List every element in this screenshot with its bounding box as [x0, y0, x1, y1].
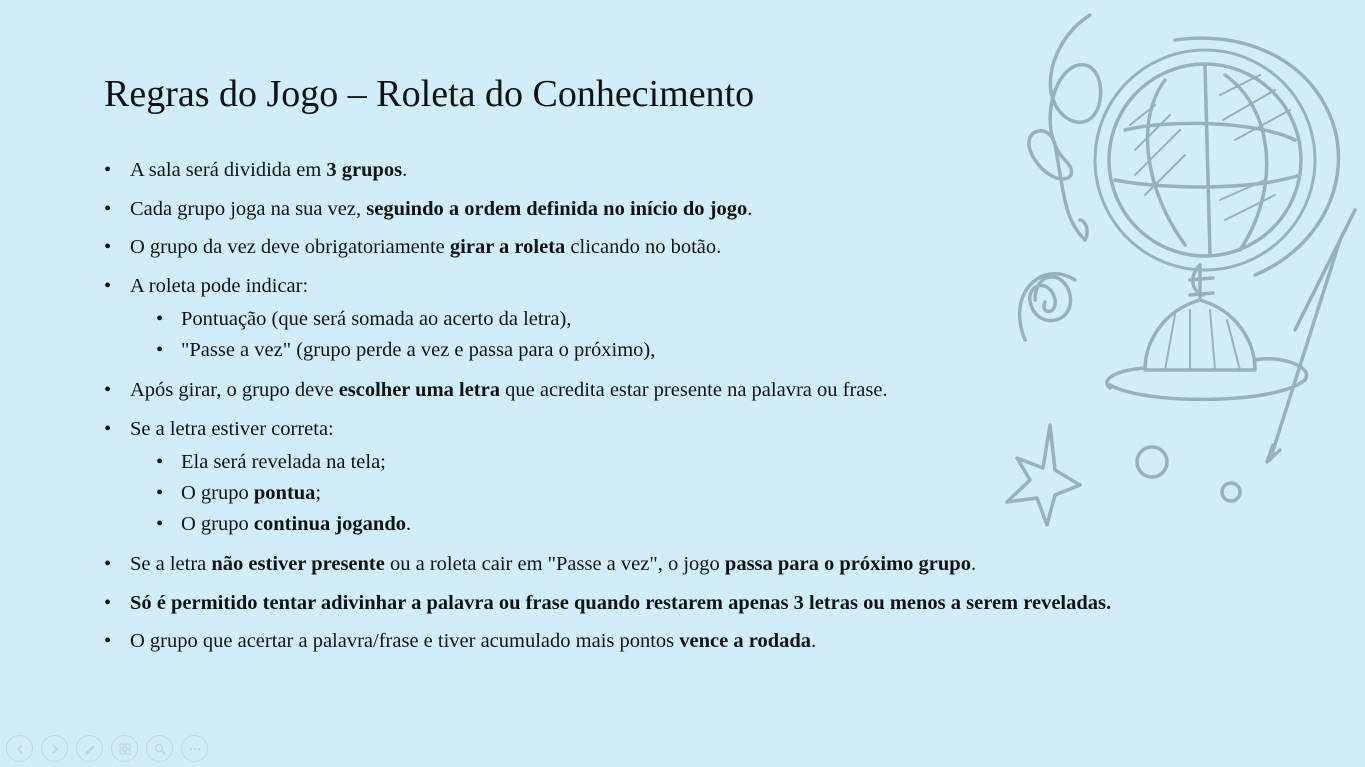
rule-emphasis: Só é permitido tentar adivinhar a palavra ou frase quando restarem apenas 3 letras ou menos a serem reveladas.	[130, 591, 1112, 614]
rule-text: Cada grupo joga na sua vez,	[130, 197, 367, 220]
pen-icon	[83, 742, 97, 756]
rule-text: clicando no botão.	[565, 236, 722, 258]
next-arrow-icon	[48, 742, 62, 756]
rule-text: que acredita estar presente na palavra ou frase.	[500, 379, 888, 401]
rule-text: .	[405, 512, 412, 535]
rule-emphasis: passa para o próximo grupo	[724, 553, 971, 575]
next-slide-button[interactable]	[41, 735, 68, 762]
rule-emphasis: continua jogando	[253, 512, 406, 535]
rule-text: .	[970, 553, 977, 575]
zoom-icon	[153, 742, 167, 756]
rule-wrong-letter	[104, 551, 1254, 578]
rule-emphasis: seguindo a ordem definida no início do jogo	[366, 197, 748, 220]
rule-text: .	[402, 159, 408, 181]
rule-emphasis: escolher uma letra	[338, 379, 500, 401]
slides-grid-icon	[118, 742, 132, 756]
sub-item-pass: • "Passe a vez" (grupo perde a vez e passa para o próximo),	[130, 335, 1254, 366]
more-options-icon	[188, 742, 202, 756]
rule-emphasis: vence a rodada	[679, 630, 812, 652]
rule-winner	[104, 628, 1254, 655]
more-options-button[interactable]	[181, 735, 208, 762]
previous-arrow-icon	[13, 742, 27, 756]
rule-text: ou a roleta cair em "Passe a vez", o jogo	[384, 553, 725, 575]
see-all-slides-button[interactable]	[111, 735, 138, 762]
rule-guess-limit	[104, 590, 1254, 617]
rule-text: ;	[315, 481, 322, 504]
rule-text: O grupo	[181, 512, 254, 535]
rule-text: Após girar, o grupo deve	[130, 379, 339, 401]
slideshow-controls	[6, 735, 208, 762]
rule-text: O grupo	[181, 481, 254, 504]
rule-emphasis: pontua	[253, 481, 316, 504]
globe-doodle-icon	[995, 10, 1360, 535]
rule-emphasis: 3 grupos	[326, 159, 403, 181]
sub-item-revealed: • Ela será revelada na tela;	[130, 447, 1254, 478]
rule-emphasis: não estiver presente	[211, 553, 385, 575]
rule-text: .	[747, 197, 753, 220]
rule-text: A sala será dividida em	[130, 159, 327, 181]
rule-emphasis: girar a roleta	[449, 236, 566, 258]
rule-text: O grupo da vez deve obrigatoriamente	[130, 236, 450, 258]
rule-text: Se a letra estiver correta:	[130, 417, 334, 440]
rule-text: A roleta pode indicar:	[130, 274, 309, 297]
slide-title: Regras do Jogo – Roleta do Conhecimento	[104, 73, 755, 115]
rule-text: .	[811, 630, 817, 652]
sub-item-points: • Pontuação (que será somada ao acerto da letra),	[130, 304, 1254, 335]
rule-text: Se a letra	[130, 553, 212, 575]
pen-tool-button[interactable]	[76, 735, 103, 762]
previous-slide-button[interactable]	[6, 735, 33, 762]
rule-text: O grupo que acertar a palavra/frase e tiver acumulado mais pontos	[130, 630, 680, 652]
zoom-button[interactable]	[146, 735, 173, 762]
